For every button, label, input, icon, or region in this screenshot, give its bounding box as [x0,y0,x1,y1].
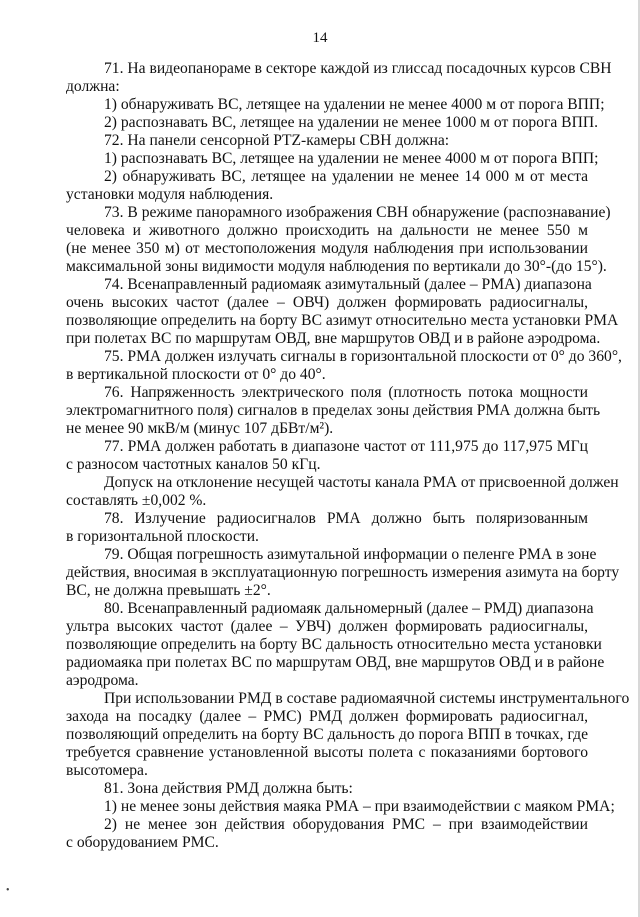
text-line: (не менее 350 м) от местоположения модуля наблюдения при использовании [66,240,588,257]
text-line: 77. РМА должен работать в диапазоне частот от 111,975 до 117,975 МГц [104,438,588,455]
text-line: 78. Излучение радиосигналов РМА должно быть поляризованным [104,510,588,527]
text-line: ультра высоких частот (далее – УВЧ) должен формировать радиосигналы, [66,618,588,635]
text-line: 1) не менее зоны действия маяка РМА – при взаимодействии с маяком РМА; [104,798,615,815]
text-line: позволяющий определить на борту ВС дальность до порога ВПП в точках, где [66,726,588,743]
text-line: при полетах ВС по маршрутам ОВД, вне маршрутов ОВД и в районе аэродрома. [66,330,601,347]
text-line: высотомера. [66,762,148,779]
text-line: очень высоких частот (далее – ОВЧ) должен формировать радиосигналы, [66,294,588,311]
text-line: 2) не менее зон действия оборудования РМС – при взаимодействии [104,816,588,833]
text-line: установки модуля наблюдения. [66,186,274,203]
text-line: 76. Напряженность электрического поля (плотность потока мощности [104,384,588,401]
text-line: При использовании РМД в составе радиомаячной системы инструментального [104,690,630,707]
text-line: 1) обнаруживать ВС, летящее на удалении не менее 4000 м от порога ВПП; [104,96,605,113]
text-line: максимальной зоны видимости модуля наблюдения по вертикали до 30°-(до 15°). [66,258,607,275]
text-line: 2) обнаруживать ВС, летящее на удалении не менее 14 000 м от места [104,168,588,185]
text-line: 2) распознавать ВС, летящее на удалении не менее 1000 м от порога ВПП. [104,114,599,131]
text-line: человека и животного должно происходить на дальности не менее 550 м [66,222,588,239]
text-line: с оборудованием РМС. [66,834,219,851]
text-line: 81. Зона действия РМД должна быть: [104,780,353,797]
text-line: 71. На видеопанораме в секторе каждой из глиссад посадочных курсов СВН [104,60,612,77]
text-line: требуется сравнение установленной высоты полета с показаниями бортового [66,744,588,761]
text-line: действия, вносимая в эксплуатационную погрешность измерения азимута на борту [66,564,620,581]
text-line: аэродрома. [66,672,139,689]
text-line: 75. РМА должен излучать сигналы в горизонтальной плоскости от 0° до 360°, [104,348,622,365]
text-line: 72. На панели сенсорной PTZ-камеры СВН должна: [104,132,450,149]
text-line: должна: [66,78,120,95]
text-line: с разносом частотных каналов 50 кГц. [66,456,321,473]
text-line: не менее 90 мкВ/м (минус 107 дБВт/м²). [66,420,334,437]
scan-mark: • [6,885,10,896]
text-line: составлять ±0,002 %. [66,492,207,509]
text-line: позволяющие определить на борту ВС дальность относительно места установки [66,636,602,653]
text-line: радиомаяка при полетах ВС по маршрутам ОВД, вне маршрутов ОВД и в районе [66,654,605,671]
page-number: 14 [312,30,328,46]
text-line: 74. Всенаправленный радиомаяк азимутальный (далее – РМА) диапазона [104,276,592,293]
text-line: в вертикальной плоскости от 0° до 40°. [66,366,326,383]
text-line: ВС, не должна превышать ±2°. [66,582,271,599]
text-line: 73. В режиме панорамного изображения СВН обнаружение (распознавание) [104,204,611,221]
text-line: 80. Всенаправленный радиомаяк дальномерный (далее – РМД) диапазона [104,600,594,617]
text-line: захода на посадку (далее – РМС) РМД должен формировать радиосигнал, [66,708,588,725]
text-line: Допуск на отклонение несущей частоты канала РМА от присвоенной должен [104,474,619,491]
text-line: в горизонтальной плоскости. [66,528,259,545]
text-line: электромагнитного поля) сигналов в пределах зоны действия РМА должна быть [66,402,601,419]
text-line: 1) распознавать ВС, летящее на удалении не менее 4000 м от порога ВПП; [104,150,599,167]
text-line: 79. Общая погрешность азимутальной информации о пеленге РМА в зоне [104,546,597,563]
text-line: позволяющие определить на борту ВС азимут относительно места установки РМА [66,312,619,329]
